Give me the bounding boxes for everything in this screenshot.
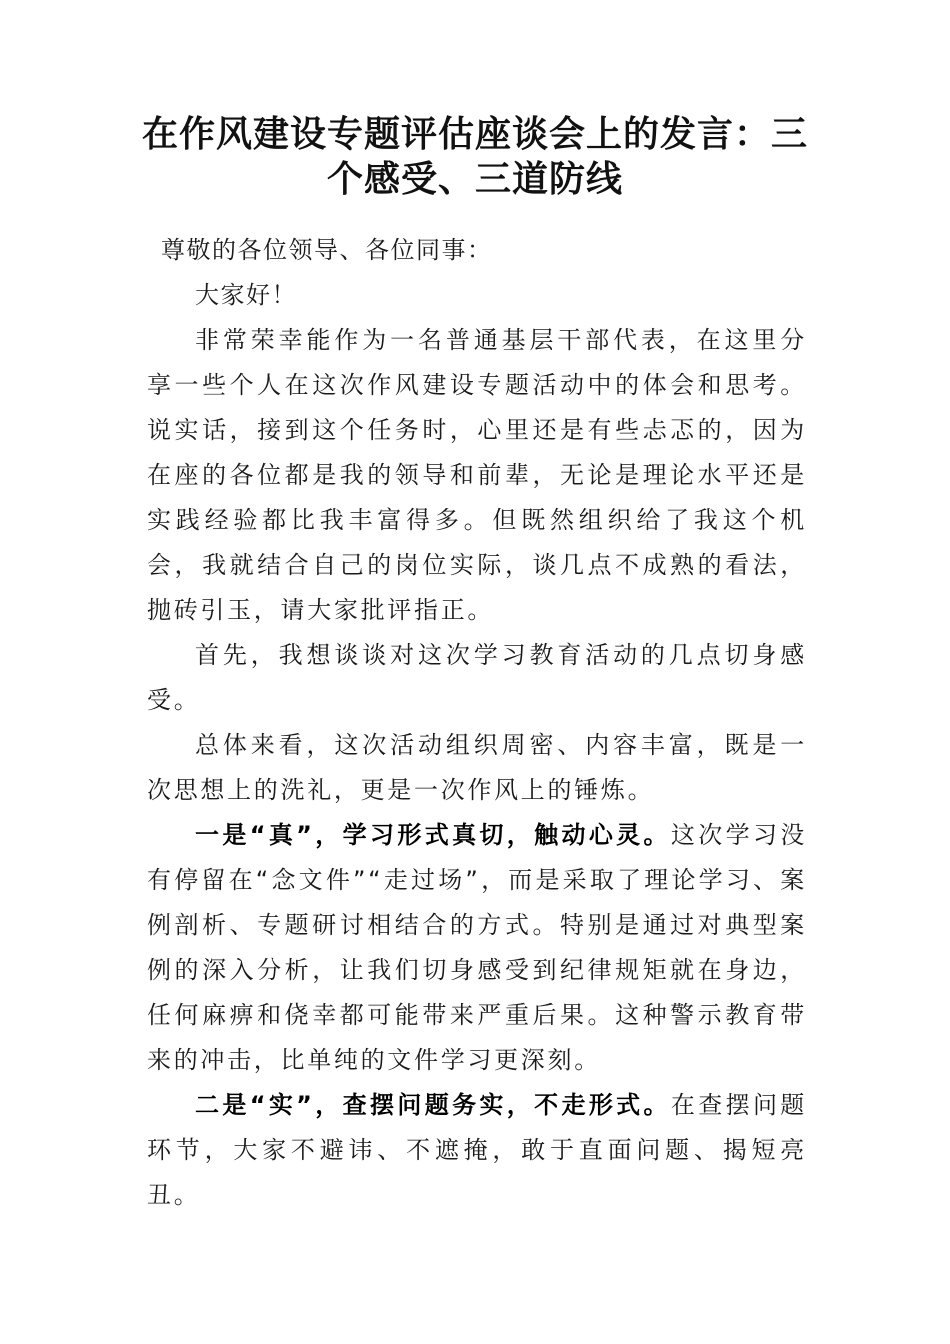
paragraph-point-2 xyxy=(147,1083,807,1218)
document-title xyxy=(140,112,810,202)
paragraph-point-1 xyxy=(147,813,807,1083)
document-body xyxy=(147,228,807,1218)
point-1-text: 这次学习没有停留在“念文件”“走过场”，而是采取了理论学习、案例剖析、专题研讨相结合的方式。特别是通过对典型案例的深入分析，让我们切身感受到纪律规矩就在身边，任何麻痹和侥幸都可能带来严重后果。这种警示教育带来的冲击，比单纯的文件学习更深刻。 xyxy=(147,821,807,1074)
greeting: 大家好！ xyxy=(195,281,297,309)
salutation: 尊敬的各位领导、各位同事： xyxy=(161,236,493,264)
paragraph-first-feelings: 首先，我想谈谈对这次学习教育活动的几点切身感受。 xyxy=(147,641,807,714)
point-2-heading: 二是“实”，查摆问题务实，不走形式。 xyxy=(195,1091,671,1119)
point-1-heading: 一是“真”，学习形式真切，触动心灵。 xyxy=(195,821,671,849)
title-line-1: 在作风建设专题评估座谈会上的发言：三 xyxy=(141,113,808,155)
paragraph-intro: 非常荣幸能作为一名普通基层干部代表，在这里分享一些个人在这次作风建设专题活动中的体会和思考。说实话，接到这个任务时，心里还是有些忐忑的，因为在座的各位都是我的领导和前辈，无论是理论水平还是实践经验都比我丰富得多。但既然组织给了我这个机会，我就结合自己的岗位实际，谈几点不成熟的看法，抛砖引玉，请大家批评指正。 xyxy=(147,326,807,624)
point-2-text: 在查摆问题环节，大家不避讳、不遮掩，敢于直面问题、揭短亮丑。 xyxy=(147,1091,807,1209)
paragraph-overview: 总体来看，这次活动组织周密、内容丰富，既是一次思想上的洗礼，更是一次作风上的锤炼。 xyxy=(147,731,807,804)
title-line-2: 个感受、三道防线 xyxy=(326,158,623,200)
